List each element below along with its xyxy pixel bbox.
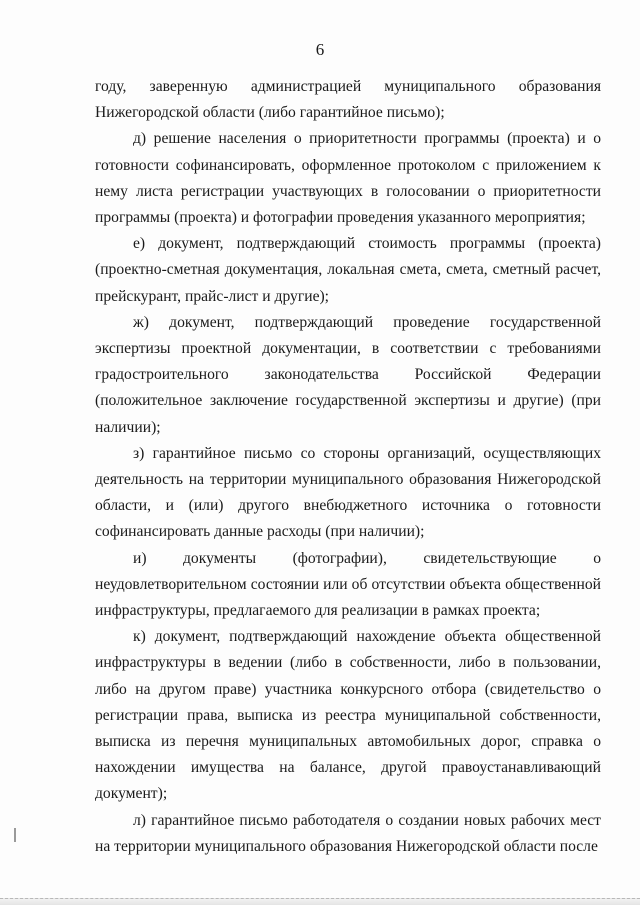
paragraph-continuation: году, заверенную администрацией муниципального образования Нижегородской области (либо гарантийное письмо); [95,78,601,122]
scan-margin-mark [14,828,16,842]
paragraph-item-e: е) документ, подтверждающий стоимость программы (проекта) (проектно-сметная документация, локальная смета, смета, сметный расчет, прейскурант, прайс-лист и другие); [95,235,601,305]
paragraph-item-i: и) документы (фотографии), свидетельствующие о неудовлетворительном состоянии или об отсутствии объекта общественной инфраструктуры, предлагаемого для реализации в рамках проекта; [95,549,601,620]
document-body [95,74,601,860]
paragraph-item-k: к) документ, подтверждающий нахождение объекта общественной инфраструктуры в ведении (либо в собственности, либо в пользовании, либо на другом праве) участника конкурсного отбора (свидетельство о регистрации права, выписка из реестра муниципальной собственности, выписка из перечня муниципальных автомобильных дорог, справка о нахождении имущества на балансе, другой правоустанавливающий документ); [95,628,601,803]
paragraph-item-l: л) гарантийное письмо работодателя о создании новых рабочих мест на территории муниципального образования Нижегородской области после [95,811,601,855]
paragraph-item-z: з) гарантийное письмо со стороны организаций, осуществляющих деятельность на территории муниципального образования Нижегородской области, и (или) другого внебюджетного источника о готовности софинансировать данные расходы (при наличии); [95,444,601,541]
page-bottom-edge [0,898,640,905]
paragraph-item-d: д) решение населения о приоритетности программы (проекта) и о готовности софинансировать, оформленное протоколом с приложением к нему листа регистрации участвующих в голосовании о приоритетности программы (проекта) и фотографии проведения указанного мероприятия; [95,130,601,227]
paragraph-item-zh: ж) документ, подтверждающий проведение государственной экспертизы проектной документации, в соответствии с требованиями градостроительного законодательства Российской Федерации (положительное заключение государственной экспертизы и другие) (при наличии); [95,313,601,436]
page-number: 6 [315,40,325,59]
